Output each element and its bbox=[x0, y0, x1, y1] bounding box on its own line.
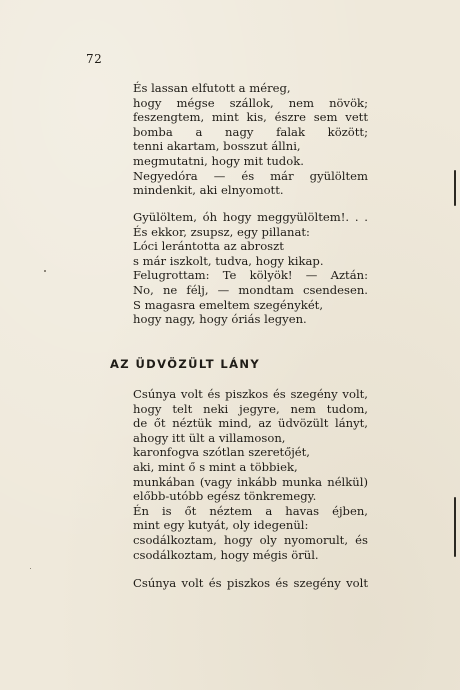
poem-line: aki, mint ő s mint a többiek, bbox=[133, 459, 298, 474]
poem-line: munkában (vagy inkább munka nélkül) bbox=[133, 474, 368, 489]
poem-line: bomba a nagy falak között; bbox=[133, 124, 368, 139]
stanza-4 bbox=[133, 576, 368, 591]
poem-line: megmutatni, hogy mit tudok. bbox=[133, 153, 304, 168]
stanza-1 bbox=[133, 81, 368, 198]
poem-line: No, ne félj, — mondtam csendesen. bbox=[133, 282, 368, 297]
poem-line: Felugrottam: Te kölyök! — Aztán: bbox=[133, 268, 368, 283]
poem-line: hogy nagy, hogy óriás legyen. bbox=[133, 312, 307, 327]
stanza-3 bbox=[133, 387, 368, 562]
poem-line: előbb-utóbb egész tönkremegy. bbox=[133, 489, 317, 504]
stanza-2 bbox=[133, 210, 368, 327]
poem-line: És ekkor, zsupsz, egy pillanat: bbox=[133, 224, 310, 239]
poem-line: Negyedóra — és már gyülöltem bbox=[133, 168, 368, 183]
poem-line: Én is őt néztem a havas éjben, bbox=[133, 503, 368, 518]
paper-speck bbox=[44, 270, 46, 272]
page-number: 72 bbox=[86, 52, 103, 66]
paper-speck bbox=[30, 568, 31, 569]
poem-line: hogy telt neki jegyre, nem tudom, bbox=[133, 401, 368, 416]
poem-line: csodálkoztam, hogy oly nyomorult, és bbox=[133, 532, 368, 547]
poem-line: hogy mégse szállok, nem növök; bbox=[133, 95, 368, 110]
poem-line: Lóci lerántotta az abroszt bbox=[133, 239, 284, 254]
poem-line: ahogy itt ült a villamoson, bbox=[133, 430, 286, 445]
poem-line: tenni akartam, bosszut állni, bbox=[133, 139, 301, 154]
poem-line: de őt néztük mind, az üdvözült lányt, bbox=[133, 416, 368, 431]
poem-line: Csúnya volt és piszkos és szegény volt bbox=[133, 576, 368, 590]
poem-line: És lassan elfutott a méreg, bbox=[133, 81, 291, 95]
binding-thread-mark bbox=[454, 170, 456, 206]
poem-line: Csúnya volt és piszkos és szegény volt, bbox=[133, 387, 368, 401]
poem-title: AZ ÜDVÖZÜLT LÁNY bbox=[110, 357, 261, 371]
poem-line: mindenkit, aki elnyomott. bbox=[133, 183, 284, 198]
poem-line: s már iszkolt, tudva, hogy kikap. bbox=[133, 253, 324, 268]
poem-line: S magasra emeltem szegénykét, bbox=[133, 297, 324, 312]
binding-thread-mark bbox=[454, 497, 456, 557]
poem-line: csodálkoztam, hogy mégis örül. bbox=[133, 547, 319, 562]
poem-line: feszengtem, mint kis, észre sem vett bbox=[133, 110, 368, 125]
poem-line: karonfogva szótlan szeretőjét, bbox=[133, 445, 310, 460]
poem-line: Gyülöltem, óh hogy meggyülöltem!. . . bbox=[133, 210, 368, 224]
poem-line: mint egy kutyát, oly idegenül: bbox=[133, 518, 309, 533]
